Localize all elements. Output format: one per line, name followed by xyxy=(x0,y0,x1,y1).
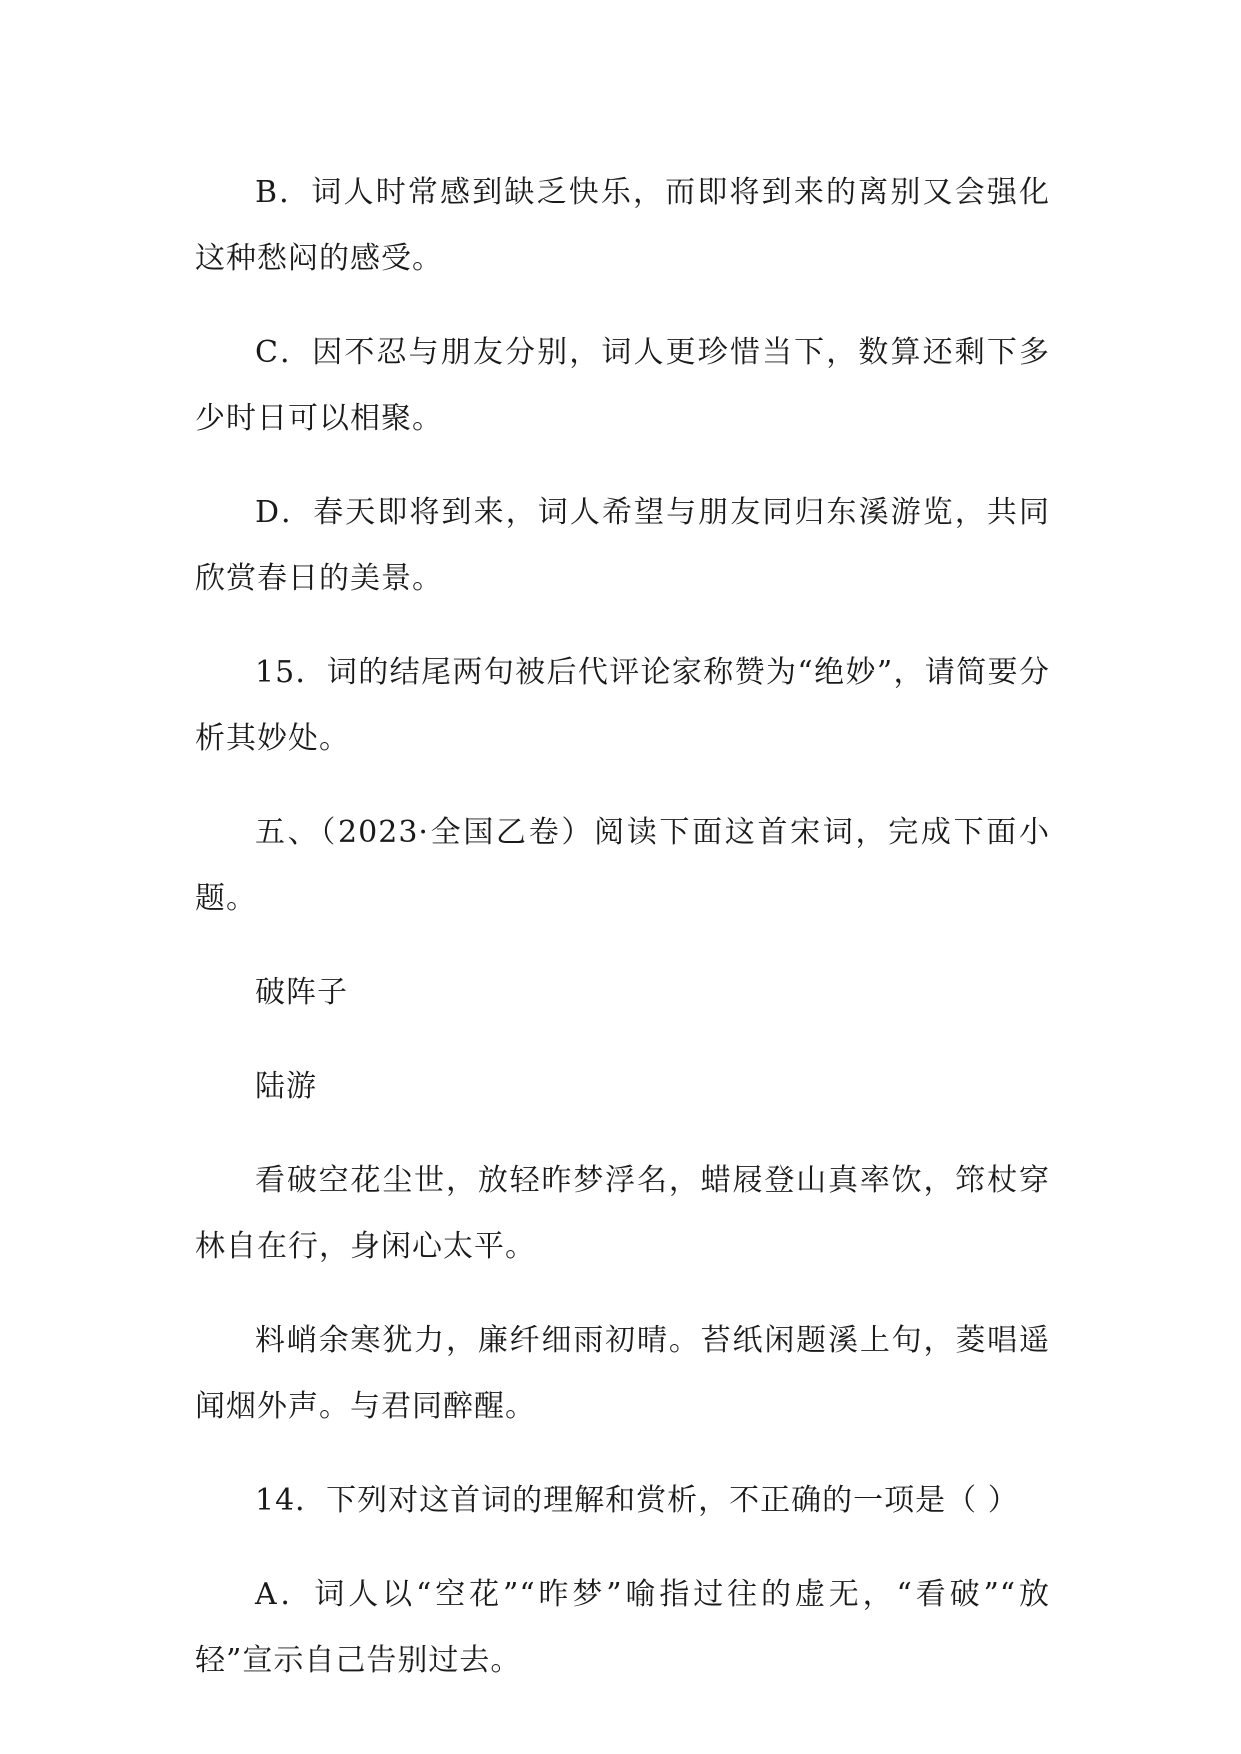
option-d-text: D．春天即将到来，词人希望与朋友同归东溪游览，共同欣赏春日的美景。 xyxy=(195,495,1050,596)
poem-stanza-2: 料峭余寒犹力，廉纤细雨初晴。苔纸闲题溪上句，菱唱遥闻烟外声。与君同醉醒。 xyxy=(195,1323,1050,1424)
question-14-text: 14．下列对这首词的理解和赏析，不正确的一项是（ ） xyxy=(255,1483,1019,1518)
poem-stanza-1: 看破空花尘世，放轻昨梦浮名，蜡屐登山真率饮，筇杖穿林自在行，身闲心太平。 xyxy=(195,1163,1050,1264)
document-page xyxy=(195,160,1050,1722)
poem-author: 陆游 xyxy=(255,1069,317,1104)
question-15-text: 15．词的结尾两句被后代评论家称赞为“绝妙”，请简要分析其妙处。 xyxy=(195,655,1050,756)
option-b-text: B．词人时常感到缺乏快乐，而即将到来的离别又会强化这种愁闷的感受。 xyxy=(195,175,1050,276)
option-a-text: A．词人以“空花”“昨梦”喻指过往的虚无，“看破”“放轻”宣示自己告别过去。 xyxy=(195,1577,1050,1678)
poem-title: 破阵子 xyxy=(255,975,348,1010)
section-five-heading: 五、（2023·全国乙卷）阅读下面这首宋词，完成下面小题。 xyxy=(195,815,1050,916)
option-c-text: C．因不忍与朋友分别，词人更珍惜当下，数算还剩下多少时日可以相聚。 xyxy=(195,335,1050,436)
